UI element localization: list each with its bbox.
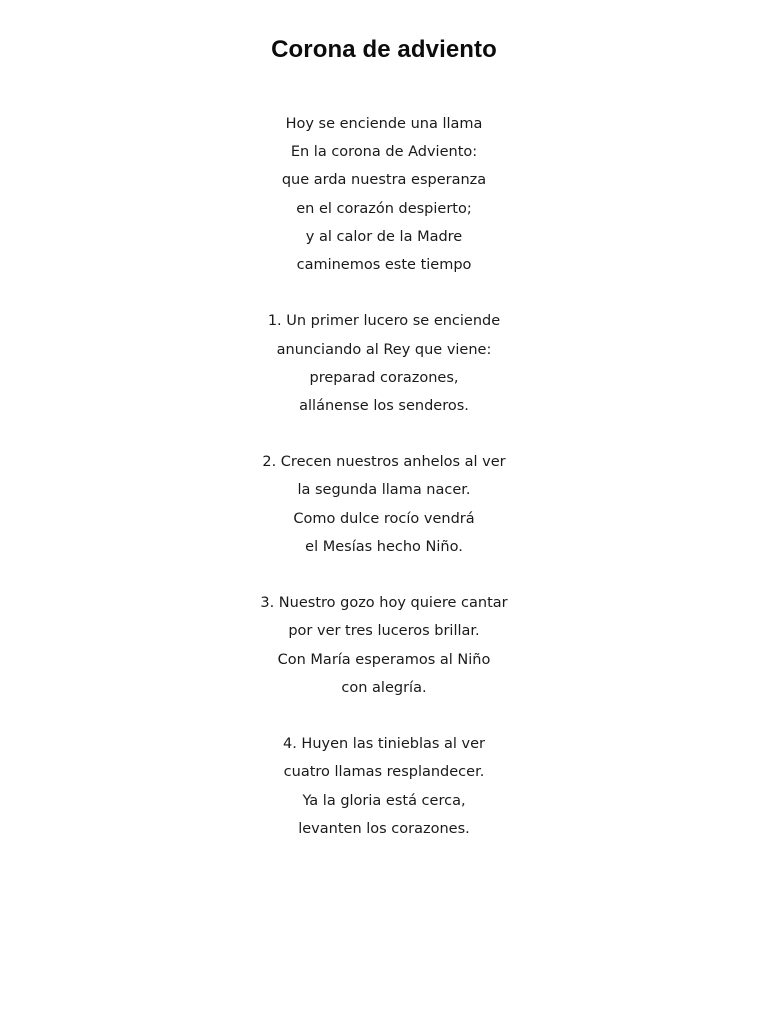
poem-line: cuatro llamas resplandecer. [283,764,485,781]
poem-line: y al calor de la Madre [305,228,463,245]
poem-line: Ya la gloria está cerca, [302,792,466,809]
poem-line: por ver tres luceros brillar. [288,623,480,640]
poem-line: Como dulce rocío vendrá [293,510,475,527]
poem-line: 3. Nuestro gozo hoy quiere cantar [260,595,508,612]
stanza-1 [0,307,768,420]
poem-line: anunciando al Rey que viene: [276,341,492,358]
poem-line: 1. Un primer lucero se enciende [267,313,501,330]
poem-line: allánense los senderos. [299,397,469,414]
stanza-4 [0,730,768,843]
poem-line: caminemos este tiempo [296,256,472,273]
poem-line: 4. Huyen las tinieblas al ver [282,736,486,753]
poem-body [0,110,768,843]
poem-line: levanten los corazones. [298,820,470,837]
poem-line: la segunda llama nacer. [297,482,471,499]
poem-line: preparad corazones, [309,369,459,386]
poem-line: con alegría. [341,679,427,696]
poem-line: en el corazón despierto; [296,200,472,217]
stanza-refrain [0,110,768,279]
stanza-3 [0,589,768,702]
poem-line: Hoy se enciende una llama [285,116,483,132]
stanza-2 [0,448,768,561]
poem-line: Con María esperamos al Niño [277,651,491,668]
poem-line: En la corona de Adviento: [290,144,478,161]
poem-line: el Mesías hecho Niño. [305,538,463,555]
poem-line: 2. Crecen nuestros anhelos al ver [262,454,506,471]
poem-line: que arda nuestra esperanza [281,172,487,189]
page-title: Corona de adviento [271,36,497,63]
